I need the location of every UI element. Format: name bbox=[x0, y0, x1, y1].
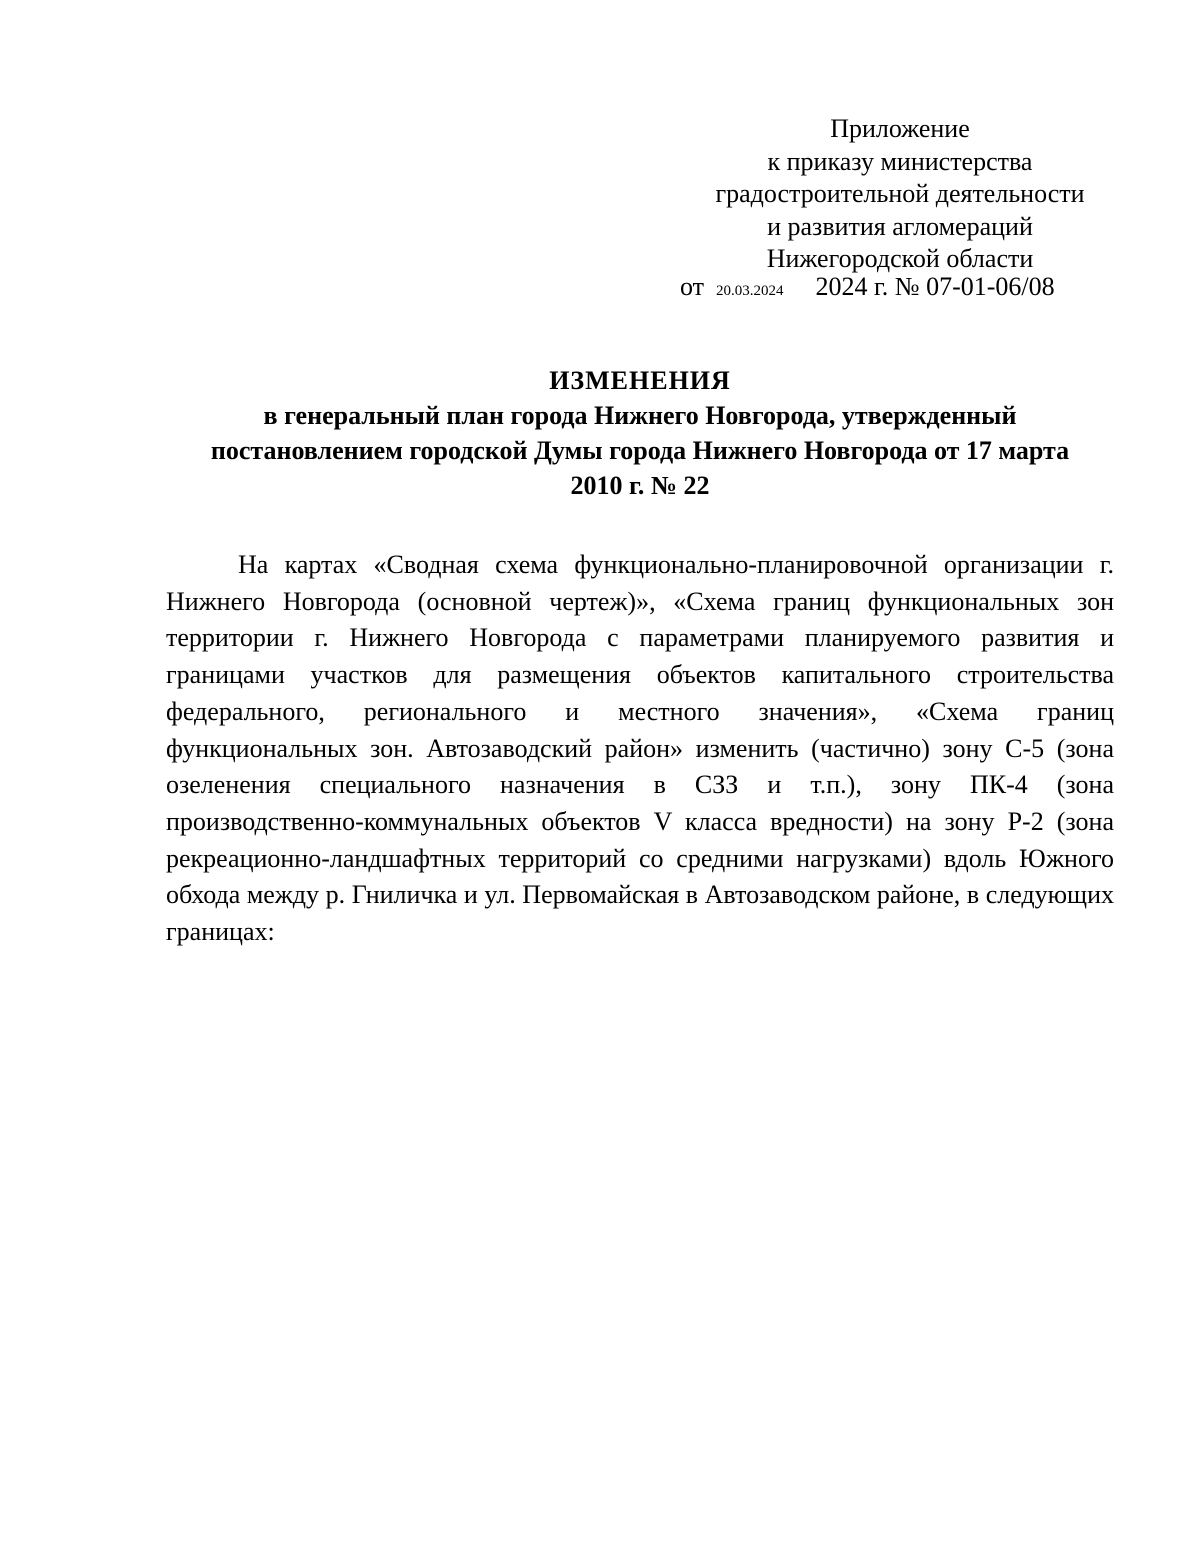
title-heading: ИЗМЕНЕНИЯ bbox=[549, 366, 731, 395]
appendix-line: и развития агломераций bbox=[767, 211, 1033, 241]
title-subline: в генеральный план города Нижнего Новгорода, утвержденный bbox=[263, 401, 1017, 430]
appendix-header bbox=[660, 113, 1140, 276]
document-title bbox=[140, 363, 1140, 503]
appendix-line: к приказу министерства bbox=[767, 146, 1033, 176]
title-subline: постановлением городской Думы города Нижнего Новгорода от 17 марта bbox=[210, 436, 1070, 465]
appendix-line: Нижегородской области bbox=[766, 244, 1034, 273]
appendix-line: Приложение bbox=[830, 114, 970, 143]
order-reference bbox=[680, 271, 1120, 307]
title-subline: 2010 г. № 22 bbox=[570, 471, 710, 500]
order-date: 20.03.2024 bbox=[716, 283, 784, 299]
order-prefix: от bbox=[680, 272, 705, 301]
body-paragraph: На картах «Сводная схема функционально-планировочной организации г. Нижнего Новгорода (основной чертеж)», «Схема границ функциональных зон территории г. Нижнего Новгорода с параметрами планируемого развития и границами участков для размещения объектов капитального строительства федерального, регионального и местного значения», «Схема границ функциональных зон. Автозаводский район» изменить (частично) зону С-5 (зона озеленения специального назначения в СЗЗ и т.п.), зону ПК-4 (зона производственно-коммунальных объектов V класса вредности) на зону Р-2 (зона рекреационно-ландшафтных территорий со средними нагрузками) вдоль Южного обхода между р. Гниличка и ул. Первомайская в Автозаводском районе, в следующих границах: bbox=[166, 550, 1114, 947]
order-number: 2024 г. № 07-01-06/08 bbox=[815, 272, 1055, 301]
appendix-line: градостроительной деятельности bbox=[715, 179, 1085, 208]
